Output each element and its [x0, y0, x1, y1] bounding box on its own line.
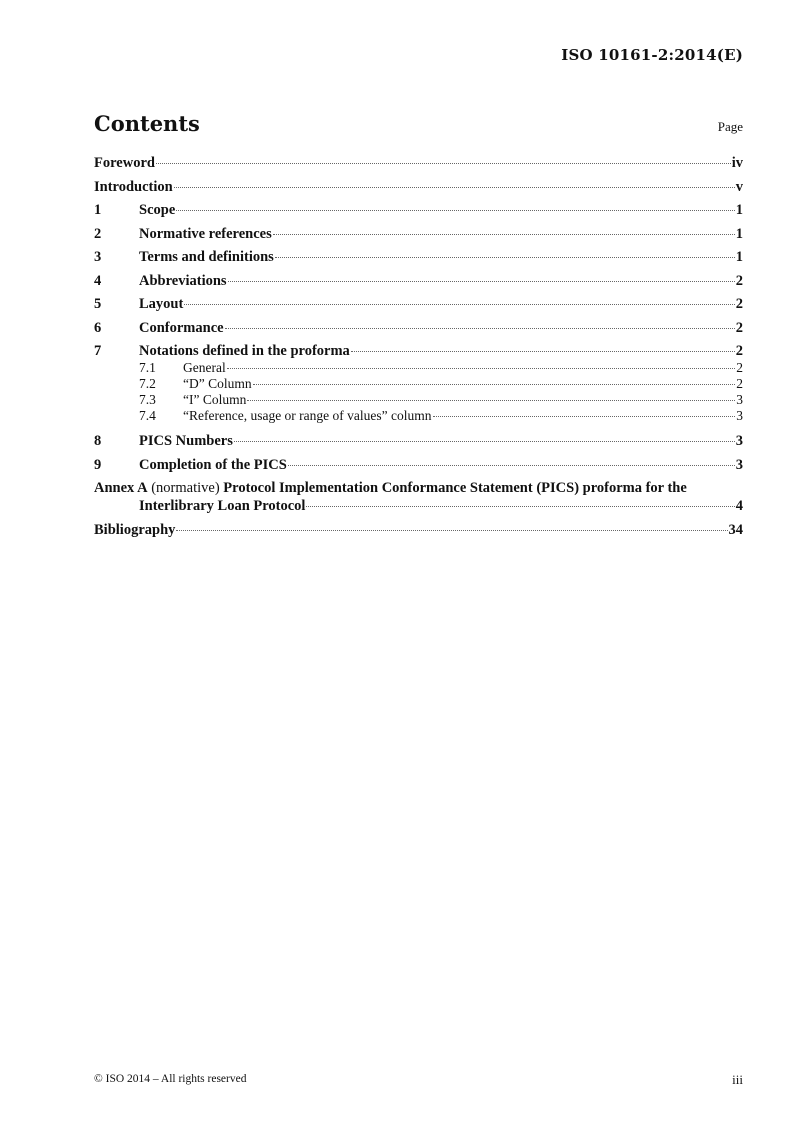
document-identifier: ISO 10161-2:2014(E) [561, 46, 743, 64]
toc-entry-abbreviations[interactable] [94, 272, 743, 290]
toc-subentry-page: 3 [736, 392, 743, 407]
toc-subentry-number: 7.3 [139, 392, 156, 407]
toc-subentry-number: 7.2 [139, 376, 156, 391]
toc-subentry-page: 2 [736, 376, 743, 391]
contents-heading: Contents [94, 111, 200, 136]
annex-heading-line [94, 479, 743, 497]
toc-entry-number: 1 [94, 202, 102, 218]
toc-entry-terms-and-definitions[interactable] [94, 248, 743, 266]
dot-leader [156, 163, 731, 164]
dot-leader [288, 465, 735, 466]
toc-entry-number: 4 [94, 272, 102, 289]
toc-entry-page: v [735, 178, 743, 195]
dot-leader [351, 351, 735, 352]
annex-title-line1: Protocol Implementation Conformance Statement (PICS) proforma for the [223, 480, 687, 496]
toc-entry-notations[interactable] [94, 342, 743, 360]
toc-entry-number: 7 [94, 343, 102, 359]
toc-entry-number: 5 [94, 296, 102, 312]
toc-entry-page: iv [731, 155, 743, 171]
dot-leader [225, 328, 735, 329]
toc-entry-title: Scope [139, 202, 176, 218]
annex-title-line2: Interlibrary Loan Protocol [139, 498, 306, 514]
annex-qualifier: (normative) [151, 480, 220, 496]
toc-subentry-d-column[interactable] [94, 376, 743, 392]
toc-entry-title: Layout [139, 296, 184, 312]
toc-entry-pics-numbers[interactable] [94, 432, 743, 450]
toc-entry-annex-a[interactable] [94, 479, 743, 515]
toc-subentry-number: 7.4 [139, 408, 156, 423]
toc-entry-number: 8 [94, 433, 102, 449]
dot-leader [227, 368, 736, 369]
toc-entry-title: Bibliography [94, 521, 176, 538]
toc-entry-page: 1 [735, 249, 743, 265]
dot-leader [234, 441, 735, 442]
dot-leader [433, 416, 736, 417]
toc-entry-title: Terms and definitions [139, 249, 274, 265]
toc-entry-page: 4 [735, 498, 743, 514]
dot-leader [275, 257, 735, 258]
toc-entry-number: 9 [94, 456, 102, 473]
toc-subentry-page: 3 [736, 408, 743, 423]
toc-entry-title: Conformance [139, 319, 224, 336]
toc-entry-number: 3 [94, 249, 102, 265]
dot-leader [176, 210, 735, 211]
toc-subentry-reference-column[interactable] [94, 408, 743, 424]
dot-leader [174, 187, 735, 188]
toc-entry-page: 2 [735, 296, 743, 312]
dot-leader [253, 384, 736, 385]
toc-entry-number: 6 [94, 319, 102, 336]
table-of-contents [94, 154, 743, 544]
toc-entry-bibliography[interactable] [94, 521, 743, 539]
toc-subentry-title: “I” Column [183, 392, 247, 407]
toc-entry-title: Foreword [94, 155, 155, 171]
toc-entry-foreword[interactable] [94, 154, 743, 172]
toc-entry-scope[interactable] [94, 201, 743, 219]
toc-subentry-i-column[interactable] [94, 392, 743, 408]
toc-entry-normative-references[interactable] [94, 225, 743, 243]
toc-entry-page: 2 [735, 343, 743, 359]
toc-entry-conformance[interactable] [94, 319, 743, 337]
toc-entry-title: Notations defined in the proforma [139, 343, 350, 359]
annex-label: Annex A [94, 480, 148, 496]
toc-subentry-general[interactable] [94, 360, 743, 376]
toc-entry-page: 3 [735, 433, 743, 449]
dot-leader [228, 281, 735, 282]
toc-subentry-title: “Reference, usage or range of values” column [183, 408, 432, 423]
toc-subentry-title: General [183, 360, 226, 375]
toc-entry-number: 2 [94, 225, 102, 242]
toc-entry-title: Completion of the PICS [139, 456, 287, 473]
dot-leader [306, 506, 734, 507]
toc-entry-title: Normative references [139, 225, 272, 242]
toc-entry-title: PICS Numbers [139, 433, 233, 449]
toc-entry-introduction[interactable] [94, 178, 743, 196]
toc-subentry-number: 7.1 [139, 360, 156, 375]
toc-entry-title: Abbreviations [139, 272, 227, 289]
dot-leader [273, 234, 735, 235]
page-number: iii [732, 1072, 743, 1087]
toc-entry-page: 34 [728, 521, 743, 538]
dot-leader [247, 400, 735, 401]
toc-entry-page: 2 [735, 319, 743, 336]
toc-entry-page: 3 [735, 456, 743, 473]
toc-entry-layout[interactable] [94, 295, 743, 313]
toc-entry-page: 1 [735, 225, 743, 242]
toc-entry-title: Introduction [94, 178, 173, 195]
toc-entry-page: 2 [735, 272, 743, 289]
dot-leader [176, 530, 727, 531]
toc-entry-page: 1 [735, 202, 743, 218]
page-column-label: Page [717, 119, 743, 134]
toc-subentry-title: “D” Column [183, 376, 252, 391]
copyright-notice: © ISO 2014 – All rights reserved [94, 1073, 247, 1085]
annex-title-continuation [94, 497, 743, 515]
dot-leader [184, 304, 734, 305]
toc-subentry-page: 2 [736, 360, 743, 375]
toc-entry-completion-of-pics[interactable] [94, 456, 743, 474]
